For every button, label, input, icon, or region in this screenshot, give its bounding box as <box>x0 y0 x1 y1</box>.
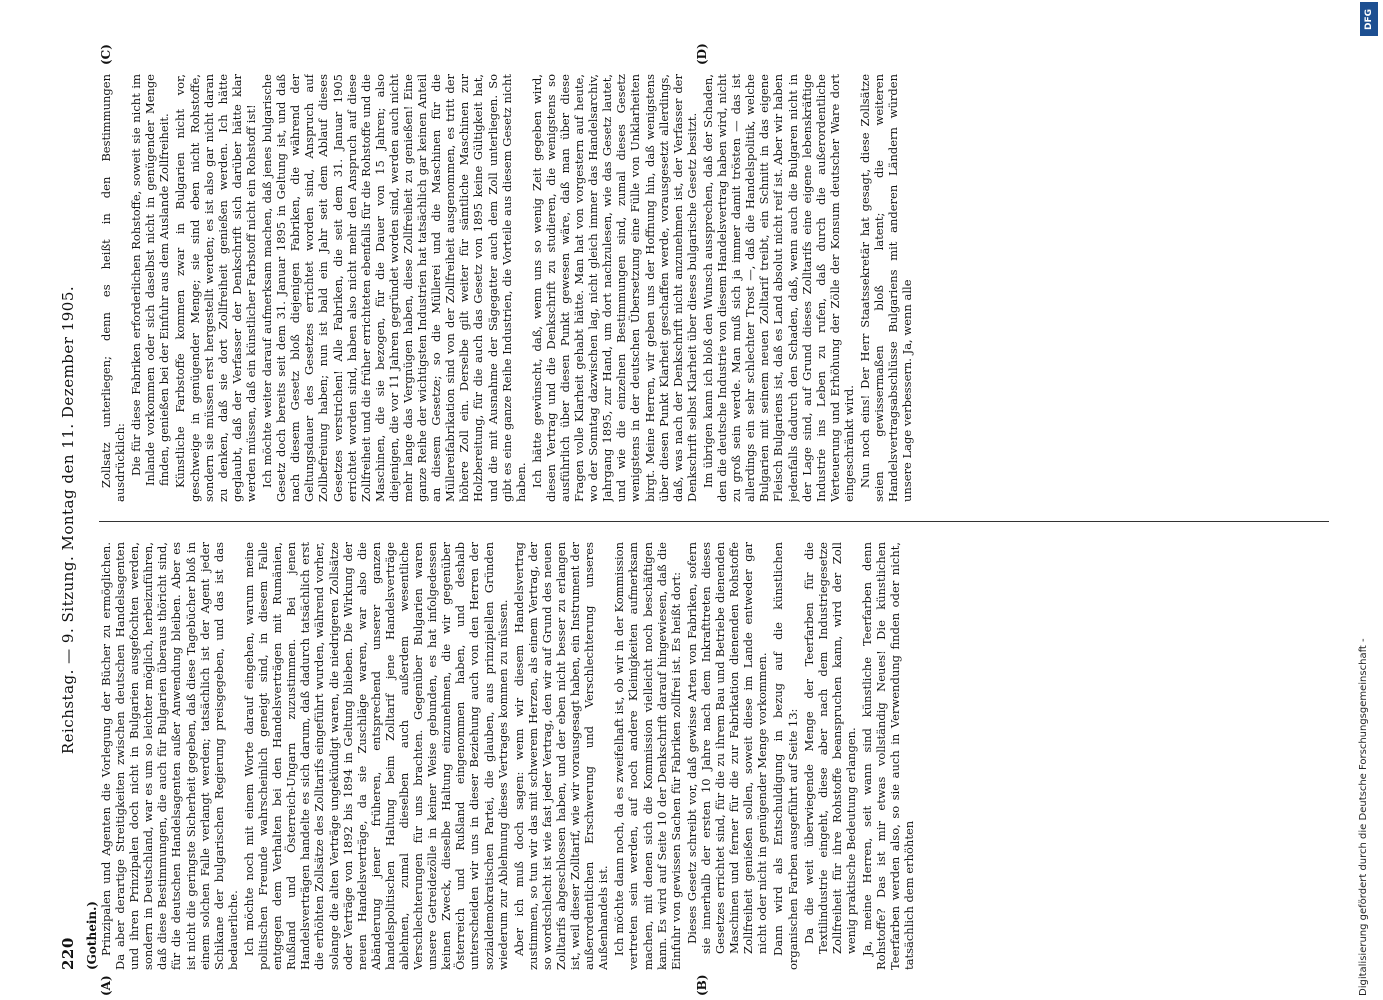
quoted-paragraph: Die für diese Fabriken erforderlichen Rohstoffe, soweit sie nicht im Inlande vorkommen oder sich daselbst nicht in genügender Menge finden, genießen bei der Einfuhr aus dem Auslande Zollfreiheit. <box>129 74 172 486</box>
page-number: 220 <box>59 937 77 970</box>
document-page <box>55 43 1355 996</box>
page-header <box>55 70 83 970</box>
paragraph: Dann wird als Entschuldigung in bezug auf die künstlichen organischen Farben ausgeführt auf Seite 13: <box>771 542 800 970</box>
page-title: Reichstag. — 9. Sitzung. Montag den 11. Dezember 1905. <box>59 285 77 755</box>
paragraph: Ich möchte noch mit einem Worte darauf eingehen, warum meine politischen Freunde wahrscheinlich geneigt sind, in diesem Falle entgegen dem Verhalten bei den Handelsverträgen mit Rumänien, Rußland und Österreich-Ungarn zuzustimmen. Bei jenen Handelsverträgen handelte es sich darum, daß dadurch tatsächlich erst die erhöhten Zollsätze des Zolltarifs eingeführt wurden, während vorher, solange die alten Verträge ungekündigt waren, die niedrigeren Zollsätze oder Verträge von 1892 bis 1894 in Geltung blieben. Die Wirkung der neuen Handelsverträge, da sie Zuschläge waren, war also die Abänderung jener früheren, entsprechend unserer ganzen handelspolitischen Haltung beim Zolltarif jene Handelsverträge ablehnen, zumal dieselben auch außerdem wesentliche Verschlechterungen für uns brachten. Gegenüber Bulgarien waren unsere Getreidezölle in keiner Weise gebunden, es hat infolgedessen keinen Zweck, dieselbe Haltung einzunehmen, die wir gegenüber Österreich und Rußland eingenommen haben, und deshalb unterscheiden wir uns in dieser Beziehung auch von den Herren der sozialdemokratischen Partei, die glauben, aus prinzipiellen Gründen wiederum zur Ablehnung dieses Vertrages kommen zu müssen. <box>241 542 510 970</box>
paragraph: Ja, meine Herren, seit wann sind künstliche Teerfarben denn Rohstoffe? Das ist mir etwas vollständig Neues! Die künstlichen Teerfarben werden also, so sie auch in Verwendung finden oder nicht, tatsächlich dem erhöhten <box>859 542 917 970</box>
paragraph: Im übrigen kann ich bloß den Wunsch aussprechen, daß der Schaden, den die deutsche Industrie von diesem Handelsvertrag haben wird, nicht zu groß sein werde. Man muß sich ja immer damit trösten — das ist allerdings ein sehr schlechter Trost —, daß die Handelspolitik, welche Bulgarien mit seinem neuen Zolltarif treibt, ein Schnitt in das eigene Fleisch Bulgariens ist, daß es Land absolut nicht reif ist. Aber wir haben jedenfalls dadurch den Schaden, daß, wenn auch die Bulgaren nicht in der Lage sind, auf Grund dieses Zolltarifs eine eigene lebenskräftige Industrie ins Leben zu rufen, daß durch die außerordentliche Verteuerung und Erhöhung der Zölle der Konsum deutscher Ware dort eingeschränkt wird. <box>700 74 856 502</box>
paragraph: Ich möchte dann noch, da es zweifelhaft ist, ob wir in der Kommission vertreten sein werden, auf noch andere Kleinigkeiten aufmerksam machen, mit denen sich die Kommission vielleicht noch beschäftigen kann. Es wird auf Seite 10 der Denkschrift darauf hingewiesen, daß die Einfuhr von gewissen Sachen für Fabriken zollfrei ist. Es heißt dort: <box>612 542 683 970</box>
paragraph: Nun noch eins! Der Herr Staatssekretär hat gesagt, diese Zollsätze seien gewissermaßen bloß latent; die weiteren Handelsvertragsabschlüsse Bulgariens mit anderen Ländern würden unsere Lage verbessern. Ja, wenn alle <box>857 74 915 502</box>
dfg-logo: DFG <box>1360 2 1378 36</box>
margin-marker-d: (D) <box>695 43 709 65</box>
quoted-paragraph: Da die weit überwiegende Menge der Teerfarben für die Textilindustrie eingeht, diese aber nach dem Industriegesetze Zollfreiheit für ihre Rohstoffe beanspruchen kann, wird der Zoll wenig praktische Bedeutung erlangen. <box>801 542 858 954</box>
paragraph: Künstliche Farbstoffe kommen zwar in Bulgarien nicht vor, geschweige in genügender Menge; sie sind eben nicht Rohstoffe, sondern sie müssen erst hergestellt werden; es ist also gar nicht daran zu denken, daß sie dort Zollfreiheit genießen werden. Ich hätte geglaubt, daß der Verfasser der Denkschrift sich darüber hätte klar werden müssen, daß ein künstlicher Farbstoff nicht ein Rohstoff ist! <box>173 74 258 502</box>
margin-marker-c: (C) <box>99 44 113 65</box>
column-divider <box>99 521 1329 522</box>
margin-marker-b: (B) <box>695 974 709 996</box>
text-column-right <box>99 74 1339 502</box>
paragraph: Prinzipalen und Agenten die Vorlegung der Bücher zu ermöglichen. Da aber derartige Streitigkeiten zwischen deutschen Handelsagenten und ihren Prinzipalen doch nicht in Bulgarien ausgefochten werden, sondern in Deutschland, war es um so leichter möglich, herbeizuführen, daß diese Bestimmungen, die auch für Bulgarien überaus thöricht sind, für die deutschen Handelsagenten außer Anwendung bleiben. Aber es ist nicht die geringste Sicherheit gegeben, daß diese Tagebücher bloß in einem solchen Falle verlangt werden; tatsächlich ist der Agent jeder Schikane der bulgarischen Regierung preisgegeben, und das ist das bedauerliche. <box>99 542 240 970</box>
paragraph: Zollsatz unterliegen; denn es heißt in den Bestimmungen ausdrücklich: <box>99 74 128 502</box>
margin-marker-a: (A) <box>99 975 113 996</box>
speaker-name: (Gothein.) <box>85 901 99 970</box>
quoted-paragraph: Dieses Gesetz schreibt vor, daß gewisse Arten von Fabriken, sofern sie innerhalb der ersten 10 Jahre nach dem Inkrafttreten dieses Gesetzes errichtet sind, für die zu ihrem Bau und Betriebe dienenden Maschinen und ferner für die zur Fabrikation dienenden Rohstoffe Zollfreiheit genießen sollen, soweit diese im Lande entweder gar nicht oder nicht in genügender Menge vorkommen. <box>684 542 770 954</box>
paragraph: Aber ich muß doch sagen: wenn wir diesem Handelsvertrag zustimmen, so tun wir das mit schwerem Herzen, als einem Vertrag, der so wordschlecht ist wie fast jeder Vertrag, den wir auf Grund des neuen Zolltarifs abgeschlossen haben, und der eben nicht besser zu erlangen ist, weil dieser Zolltarif, wie wir vorausgesagt haben, ein Instrument der außerordentlichen Erschwerung und Verschlechterung unseres Außenhandels ist. <box>511 542 611 970</box>
paragraph: Ich hätte gewünscht, daß, wenn uns so wenig Zeit gegeben wird, diesen Vertrag und die Denkschrift zu studieren, die wenigstens so ausführlich über diesen Punkt gewesen wäre, daß man über diese Fragen volle Klarheit gehabt hätte. Man hat von vorgestern auf heute, wo der Sonntag dazwischen lag, nicht gleich immer das Handelsarchiv, Jahrgang 1895, zur Hand, um dort nachzulesen, wie das Gesetz lautet, und wie die einzelnen Bestimmungen sind, zumal dieses Gesetz wenigstens in der deutschen Übersetzung eine Fülle von Unklarheiten birgt. Meine Herren, wir geben uns der Hoffnung hin, daß wenigstens über diesen Punkt Klarheit geschaffen werde, vorausgesetzt allerdings, daß, was nach der Denkschrift nicht anzunehmen ist, der Verfasser der Denkschrift selbst Klarheit über dieses bulgarische Gesetz besitzt. <box>529 74 699 502</box>
text-column-left <box>99 542 1339 970</box>
digitization-credit: Digitalisierung gefördert durch die Deutsche Forschungsgemeinschaft - <box>1358 638 1369 996</box>
paragraph: Ich möchte weiter darauf aufmerksam machen, daß jenes bulgarische Gesetz doch bereits seit dem 31. Januar 1895 in Geltung ist, und daß nach diesem Gesetz bloß diejenigen Fabriken, die während der Geltungsdauer des Gesetzes errichtet worden sind, Anspruch auf Zollbefreiung haben; nun ist bald ein Jahr seit dem Ablauf dieses Gesetzes verstrichen! Alle Fabriken, die seit dem 31. Januar 1905 errichtet worden sind, haben also nicht mehr den Anspruch auf diese Zollfreiheit und die früher errichteten ebenfalls für die Rohstoffe und die Maschinen, die sie bezogen, für die Dauer von 15 Jahren; also diejenigen, die vor 11 Jahren gegründet worden sind, werden auch nicht mehr lange das Vergnügen haben, diese Zollfreiheit zu genießen! Eine ganze Reihe der wichtigsten Industrien hat tatsächlich gar keinen Anteil an diesem Gesetze; so die Müllerei und die Maschinen für die Müllereifabrikation sind von der Zollfreiheit ausgenommen, es tritt der höhere Zoll ein. Derselbe gilt weiter für sämtliche Maschinen zur Holzbereitung, für die auch das Gesetz von 1895 keine Gültigkeit hat, und die mit Ausnahme der Sägegatter auch dem Zoll unterliegen. So gibt es eine ganze Reihe Industrien, die Vorteile aus diesem Gesetz nicht haben. <box>260 74 528 502</box>
